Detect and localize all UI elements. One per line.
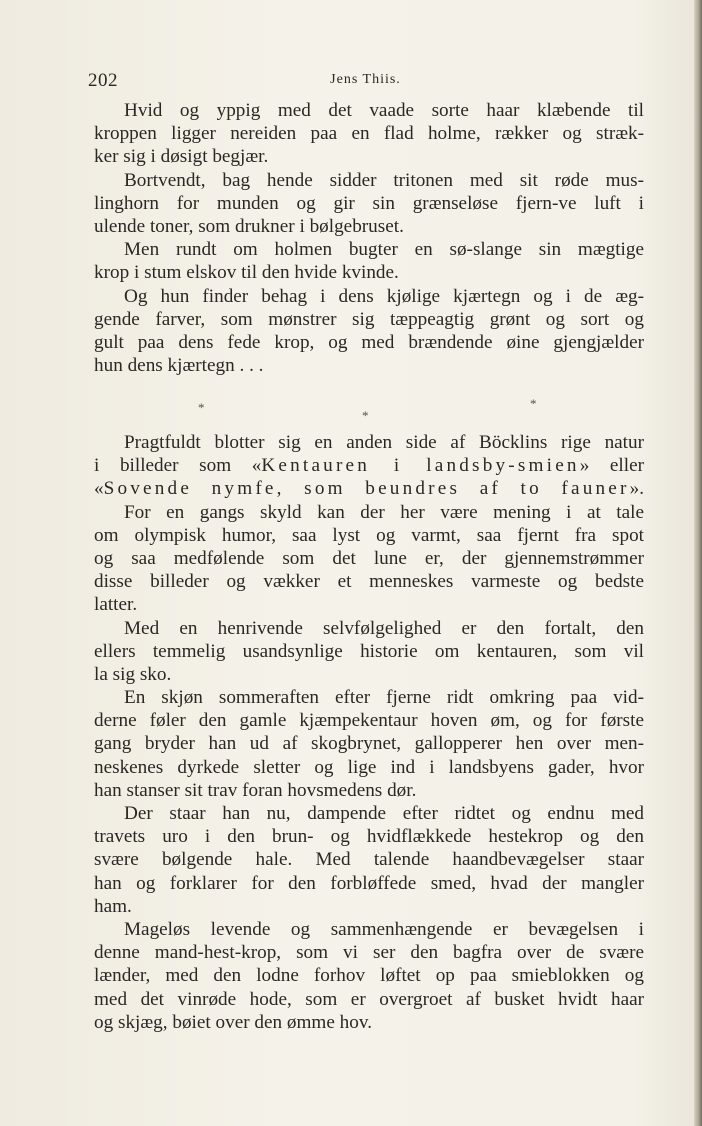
- text-block-1: [94, 99, 644, 377]
- text-line: Men rundt om holmen bugter en sø-slange sin mægtige: [124, 239, 644, 261]
- text-line: med det vinrøde hode, som er overgroet af busket hvidt haar: [94, 988, 644, 1010]
- text-line: la sig sko.: [94, 663, 172, 685]
- text-line: Pragtfuldt blotter sig en anden side af Böcklins rige natur: [124, 432, 644, 453]
- text-line: krop i stum elskov til den hvide kvinde.: [94, 262, 399, 284]
- text-line: og saa medfølende som det lune er, der gjennemstrømmer: [94, 547, 644, 569]
- text-line-with-title: [94, 454, 644, 477]
- text-line: disse billeder og vækker et menneskes varmeste og bedste: [94, 571, 644, 593]
- text-line: kroppen ligger nereiden paa en flad holme, rækker og stræk-: [94, 123, 644, 145]
- text-line: ham.: [94, 895, 132, 917]
- text-line: linghorn for munden og gir sin grænseløse fjern-ve luft i: [94, 192, 644, 214]
- text-run: » eller: [579, 455, 645, 477]
- text-line: om olympisk humor, saa lyst og varmt, saa fjernt fra spot: [94, 524, 644, 546]
- text-line: Der staar han nu, dampende efter ridtet og endnu med: [124, 803, 644, 824]
- text-line: ker sig i døsigt begjær.: [94, 146, 269, 168]
- text-block-2: [94, 431, 644, 1034]
- text-line: han og forklarer for den forbløffede smed, hvad der mangler: [94, 872, 644, 894]
- text-line: travets uro i den brun- og hvidflækkede hestekrop og den: [94, 826, 644, 848]
- text-line: denne mand-hest-krop, som vi ser den bagfra over de svære: [94, 942, 644, 964]
- text-line: Mageløs levende og sammenhængende er bevægelsen i: [124, 918, 644, 940]
- ornament-star: *: [198, 400, 205, 415]
- text-run: ».: [629, 478, 644, 500]
- text-run: i billeder som «: [94, 455, 262, 477]
- text-line: gende farver, som mønstrer sig tæppeagtig grønt og sort og: [94, 308, 644, 330]
- page-edge-shadow: [694, 0, 702, 1126]
- text-line: lænder, med den lodne forhov løftet op paa smieblokken og: [94, 965, 644, 987]
- page-header: [88, 66, 643, 92]
- text-line: ellers temmelig usandsynlige historie om kentauren, som vil: [94, 640, 644, 662]
- text-line: svære bølgende hale. Med talende haandbevægelser staar: [94, 849, 644, 871]
- text-line: derne føler den gamle kjæmpekentaur hoven øm, og for første: [94, 710, 644, 732]
- ornament-star: *: [362, 408, 369, 423]
- text-line-with-title: [94, 477, 644, 500]
- text-line: og skjæg, bøiet over den ømme hov.: [94, 1011, 373, 1033]
- text-run: «: [94, 478, 104, 500]
- ornament-star: *: [530, 396, 537, 411]
- text-line: For en gangs skyld kan der her være mening i at tale: [124, 501, 644, 523]
- text-line: neskenes dyrkede sletter og lige ind i landsbyens gader, hvor: [94, 756, 644, 778]
- text-line: ulende toner, som drukner i bølgebruset.: [94, 215, 404, 237]
- text-line: latter.: [94, 594, 138, 616]
- text-line: gang bryder han ud af skogbrynet, gallopperer hen over men-: [94, 733, 644, 755]
- text-line: han stanser sit trav foran hovsmedens dør.: [94, 779, 417, 801]
- text-line: gult paa dens fede krop, og med brændende øine gjengjælder: [94, 331, 644, 353]
- artwork-title: Sovende nymfe, som beundres af to fauner: [103, 478, 630, 500]
- text-line: En skjøn sommeraften efter fjerne ridt omkring paa vid-: [124, 687, 644, 709]
- page-number: 202: [88, 70, 118, 91]
- artwork-title: Kentauren i landsby-smien: [261, 455, 580, 477]
- running-title: Jens Thiis.: [330, 72, 401, 87]
- text-line: Med en henrivende selvfølgelighed er den fortalt, den: [124, 617, 644, 639]
- text-line: Og hun finder behag i dens kjølige kjærtegn og i de æg-: [124, 285, 644, 307]
- text-line: hun dens kjærtegn . . .: [94, 355, 264, 377]
- text-line: Bortvendt, bag hende sidder tritonen med sit røde mus-: [124, 169, 644, 191]
- text-line: Hvid og yppig med det vaade sorte haar klæbende til: [124, 100, 644, 121]
